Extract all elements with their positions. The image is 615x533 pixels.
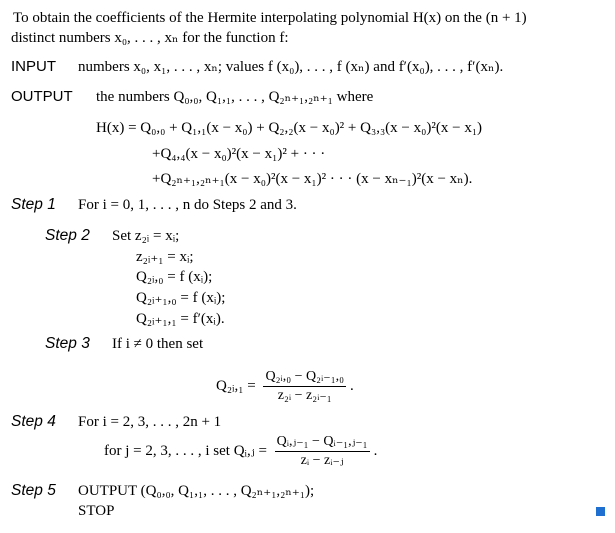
step-3-fraction (263, 368, 346, 405)
step-2-line-3: Q₂ᵢ,₀ = f (xᵢ); (136, 269, 213, 285)
step-4-formula (104, 431, 377, 471)
step-3-label: Step 3 (45, 335, 90, 352)
end-of-algorithm-mark (596, 507, 605, 516)
step-3-formula (216, 366, 354, 406)
step-3-denominator: z₂ᵢ − z₂ᵢ₋₁ (277, 388, 332, 404)
intro-line-2: distinct numbers x₀, . . . , xₙ for the function f: (11, 30, 289, 46)
step-2-line-4: Q₂ᵢ₊₁,₀ = f (xᵢ); (136, 290, 226, 306)
output-formula-line-1: H(x) = Q₀,₀ + Q₁,₁(x − x₀) + Q₂,₂(x − x₀)² + Q₃,₃(x − x₀)²(x − x₁) (96, 120, 483, 136)
step-2-label: Step 2 (45, 227, 90, 244)
step-2-line-1: Set z₂ᵢ = xᵢ; (112, 228, 180, 244)
step-4-fraction (275, 433, 370, 470)
step-4-denominator: zᵢ − zᵢ₋ⱼ (300, 453, 344, 469)
step-3-text: If i ≠ 0 then set (112, 336, 204, 352)
step-4-text: For i = 2, 3, . . . , 2n + 1 (78, 414, 222, 430)
step-1-text: For i = 0, 1, . . . , n do Steps 2 and 3. (78, 197, 297, 213)
step-4-numerator: Qᵢ,ⱼ₋₁ − Qᵢ₋₁,ⱼ₋₁ (275, 433, 370, 452)
step-5-text: OUTPUT (Q₀,₀, Q₁,₁, . . . , Q₂ₙ₊₁,₂ₙ₊₁); (78, 483, 315, 499)
step-2-line-2: z₂ᵢ₊₁ = xᵢ; (136, 249, 194, 265)
input-label: INPUT (11, 58, 56, 75)
output-formula-line-2: +Q₄,₄(x − x₀)²(x − x₁)² + · · · (152, 146, 326, 162)
output-text: the numbers Q₀,₀, Q₁,₁, . . . , Q₂ₙ₊₁,₂ₙ₊₁ where (96, 89, 374, 105)
step-3-lhs: Q₂ᵢ,₁ = (216, 378, 256, 394)
step-5-stop: STOP (78, 503, 115, 519)
input-text: numbers x₀, x₁, . . . , xₙ; values f (x₀), . . . , f (xₙ) and f′(x₀), . . . , f′(xₙ). (78, 59, 504, 75)
step-3-numerator: Q₂ᵢ,₀ − Q₂ᵢ₋₁,₀ (263, 368, 346, 387)
step-4-period: . (373, 443, 378, 459)
step-5-label: Step 5 (11, 482, 56, 499)
step-3-period: . (349, 378, 354, 394)
step-1-label: Step 1 (11, 196, 56, 213)
step-2-line-5: Q₂ᵢ₊₁,₁ = f′(xᵢ). (136, 311, 225, 327)
intro-line-1: To obtain the coefficients of the Hermite interpolating polynomial H(x) on the (n + 1) (13, 10, 527, 26)
output-formula-line-3: +Q₂ₙ₊₁,₂ₙ₊₁(x − x₀)²(x − x₁)² · · · (x − xₙ₋₁)²(x − xₙ). (152, 171, 473, 187)
step-4-inner: for j = 2, 3, . . . , i set Qᵢ,ⱼ = (104, 443, 267, 459)
step-4-label: Step 4 (11, 413, 56, 430)
output-label: OUTPUT (11, 88, 73, 105)
